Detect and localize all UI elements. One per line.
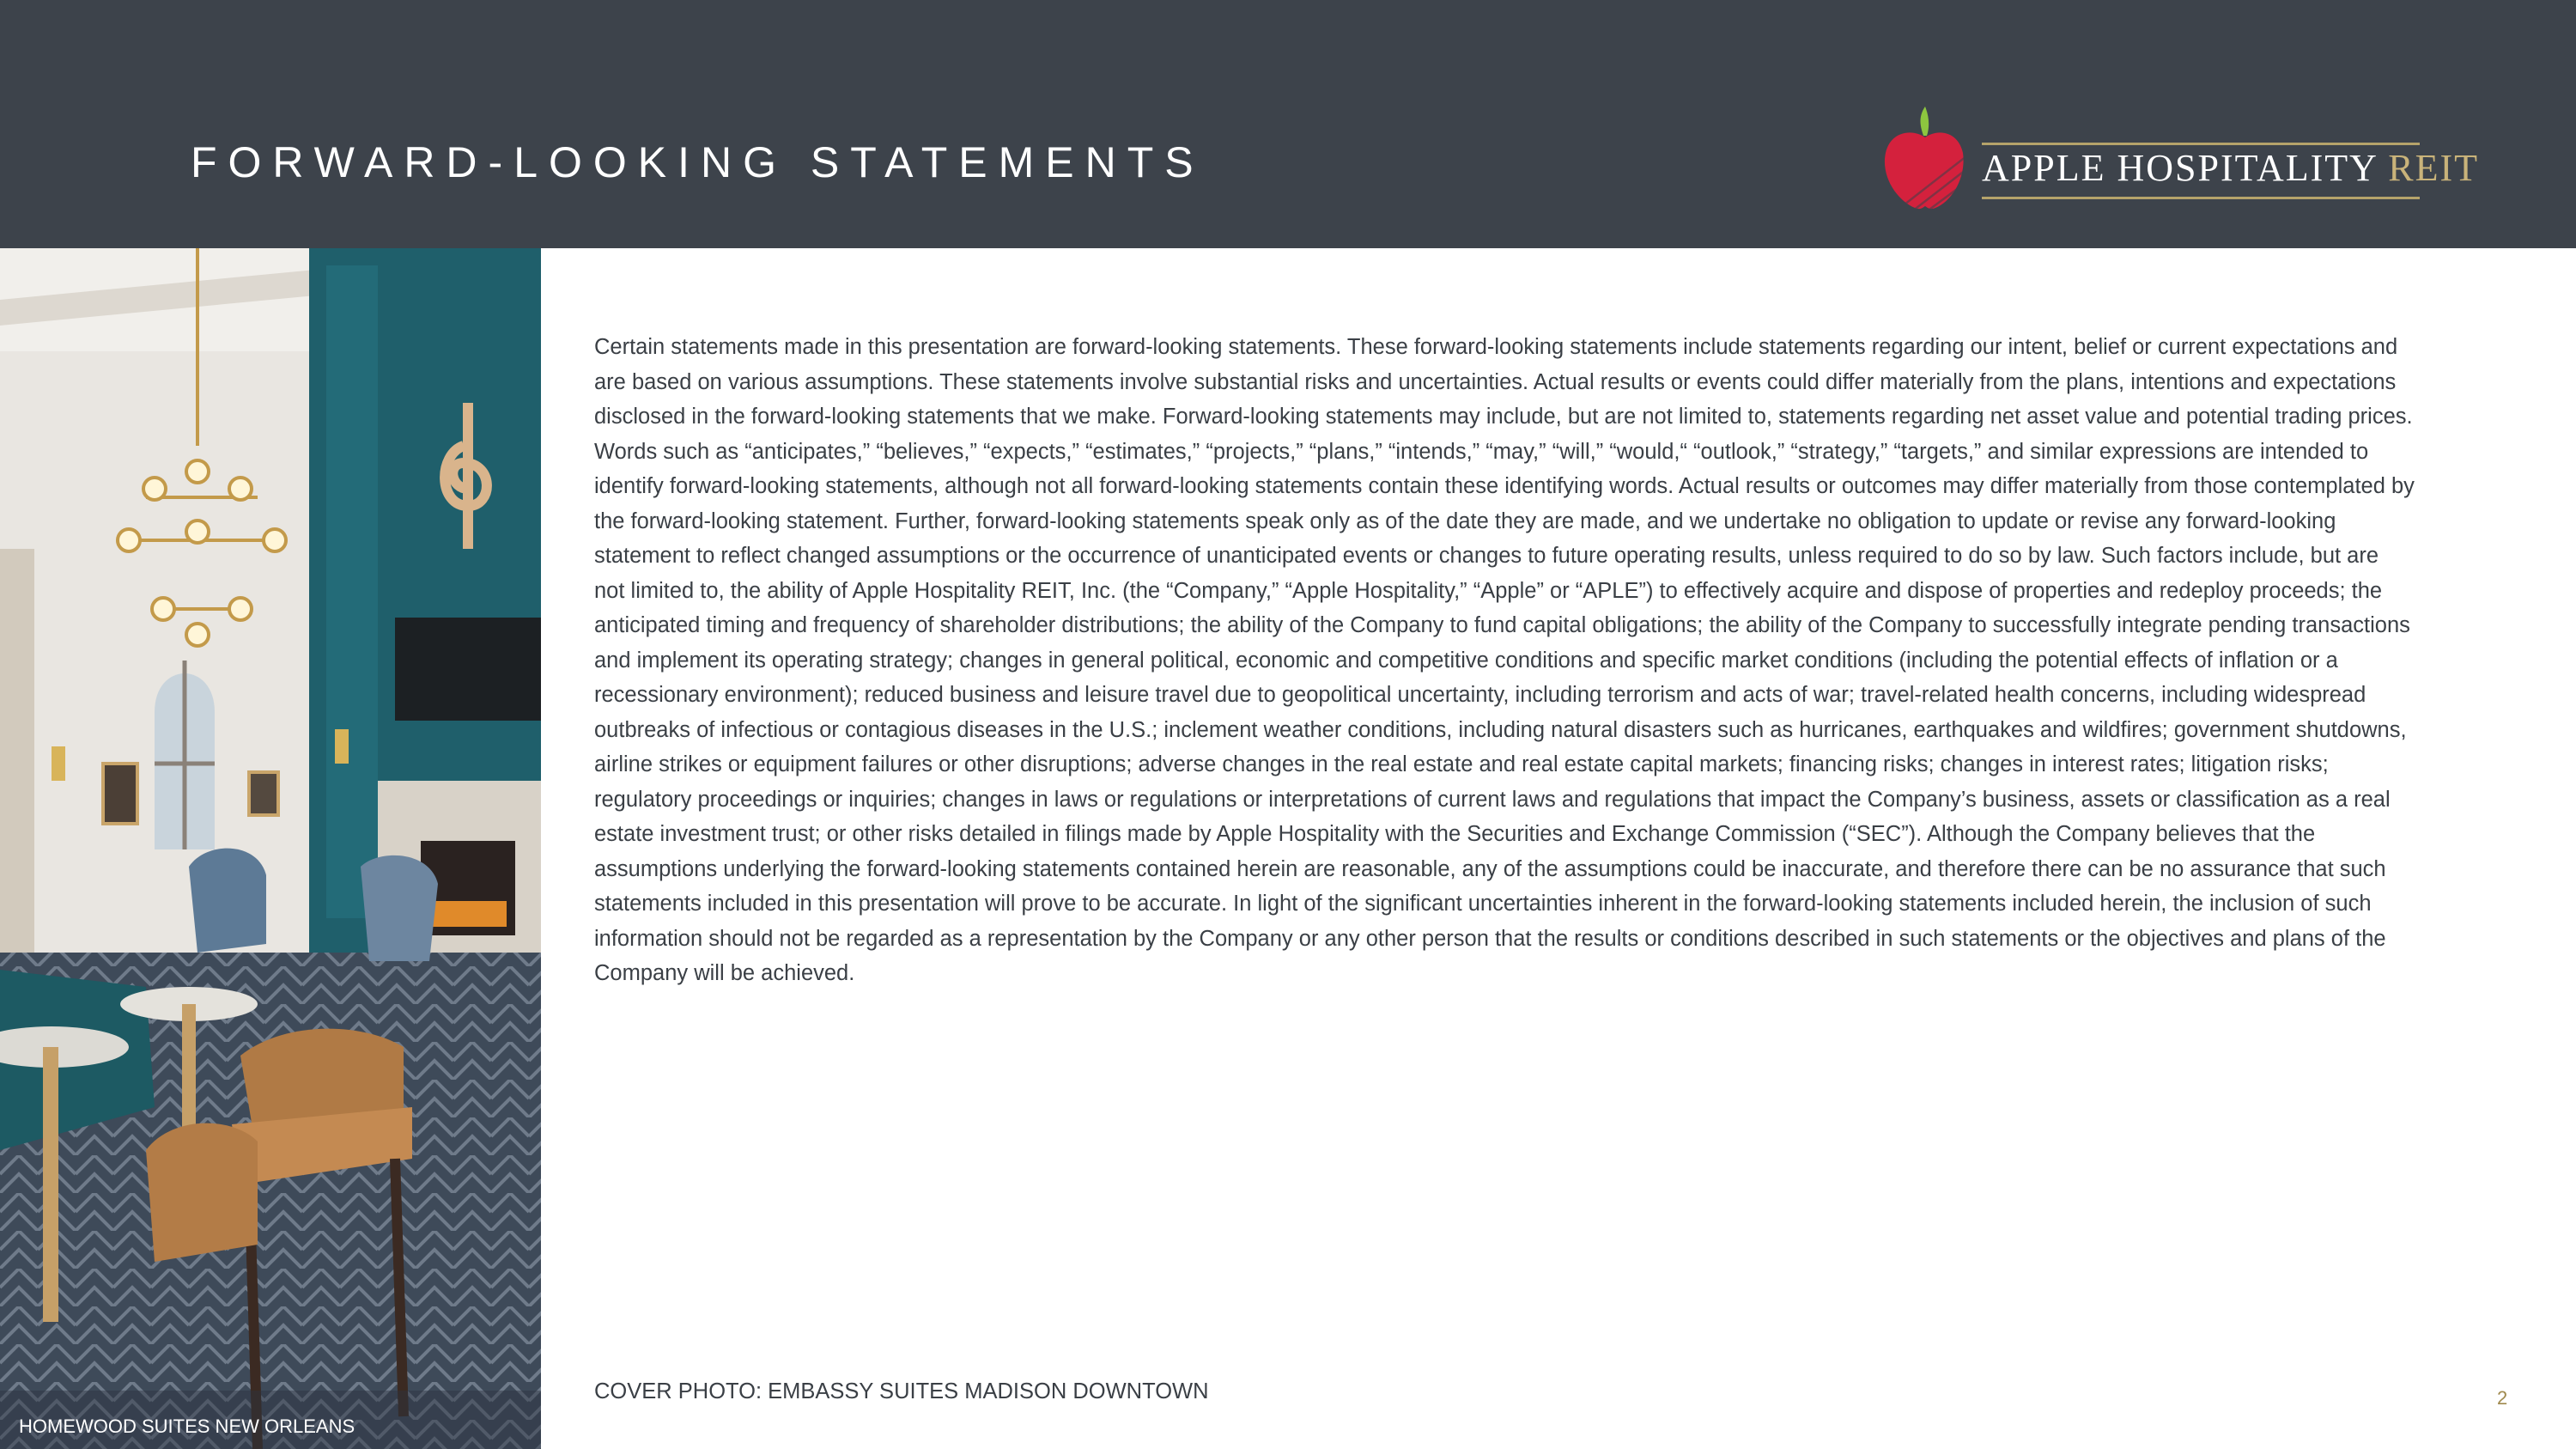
cover-photo-caption: COVER PHOTO: EMBASSY SUITES MADISON DOWNTOWN [594,1379,1209,1403]
logo-wordmark [1982,149,2479,187]
logo-reit: REIT [2388,147,2480,189]
logo-name: APPLE HOSPITALITY [1982,147,2378,189]
page-number: 2 [2497,1387,2508,1409]
logo-rule-bottom [1982,197,2420,199]
apple-hospitality-logo [1880,105,2480,216]
page-title: FORWARD-LOOKING STATEMENTS [191,138,1205,186]
lobby-illustration [0,248,541,1449]
apple-logo-icon [1880,105,1970,216]
header-bar [0,0,2576,248]
logo-rule-top [1982,143,2420,145]
disclaimer-paragraph: Certain statements made in this presentation are forward-looking statements. These forward-looking statements include statements regarding our intent, belief or current expectations and are based on various assumptions. These statements involve substantial risks and uncertainties. Actual results or events could differ materially from the plans, intentions and expectations disclosed in the forward-looking statements that we make. Forward-looking statements may include, but are not limited to, statements regarding net asset value and potential trading prices. Words such as “anticipates,” “believes,” “expects,” “estimates,” “projects,” “plans,” “intends,” “may,” “will,” “would,“ “outlook,” “strategy,” “targets,” and similar expressions are intended to identify forward-looking statements, although not all forward-looking statements contain these identifying words. Actual results or outcomes may differ materially from those contemplated by the forward-looking statement. Further, forward-looking statements speak only as of the date they are made, and we undertake no obligation to update or revise any forward-looking statement to reflect changed assumptions or the occurrence of unanticipated events or changes to future operating results, unless required to do so by law. Such factors include, but are not limited to, the ability of Apple Hospitality REIT, Inc. (the “Company,” “Apple Hospitality,” “Apple” or “APLE”) to effectively acquire and dispose of properties and redeploy proceeds; the anticipated timing and frequency of shareholder distributions; the ability of the Company to fund capital obligations; the ability of the Company to successfully integrate pending transactions and implement its operating strategy; changes in general political, economic and competitive conditions and specific market conditions (including the potential effects of inflation or a recessionary environment); reduced business and leisure travel due to geopolitical uncertainty, including terrorism and acts of war; travel-related health concerns, including widespread outbreaks of infectious or contagious diseases in the U.S.; inclement weather conditions, including natural disasters such as hurricanes, earthquakes and wildfires; government shutdowns, airline strikes or equipment failures or other disruptions; adverse changes in the real estate and real estate capital markets; financing risks; changes in interest rates; litigation risks; regulatory proceedings or inquiries; changes in laws or regulations or interpretations of current laws and regulations that impact the Company’s business, assets or classification as a real estate investment trust; or other risks detailed in filings made by Apple Hospitality with the Securities and Exchange Commission (“SEC”). Although the Company believes that the assumptions underlying the forward-looking statements contained herein are reasonable, any of the assumptions could be inaccurate, and therefore there can be no assurance that such statements included in this presentation will prove to be accurate. In light of the significant uncertainties inherent in the forward-looking statements included herein, the inclusion of such information should not be regarded as a representation by the Company or any other person that the results or conditions described in such statements or the objectives and plans of the Company will be achieved. [594,335,2415,985]
photo-caption: HOMEWOOD SUITES NEW ORLEANS [19,1416,355,1437]
hotel-lobby-photo [0,248,541,1449]
